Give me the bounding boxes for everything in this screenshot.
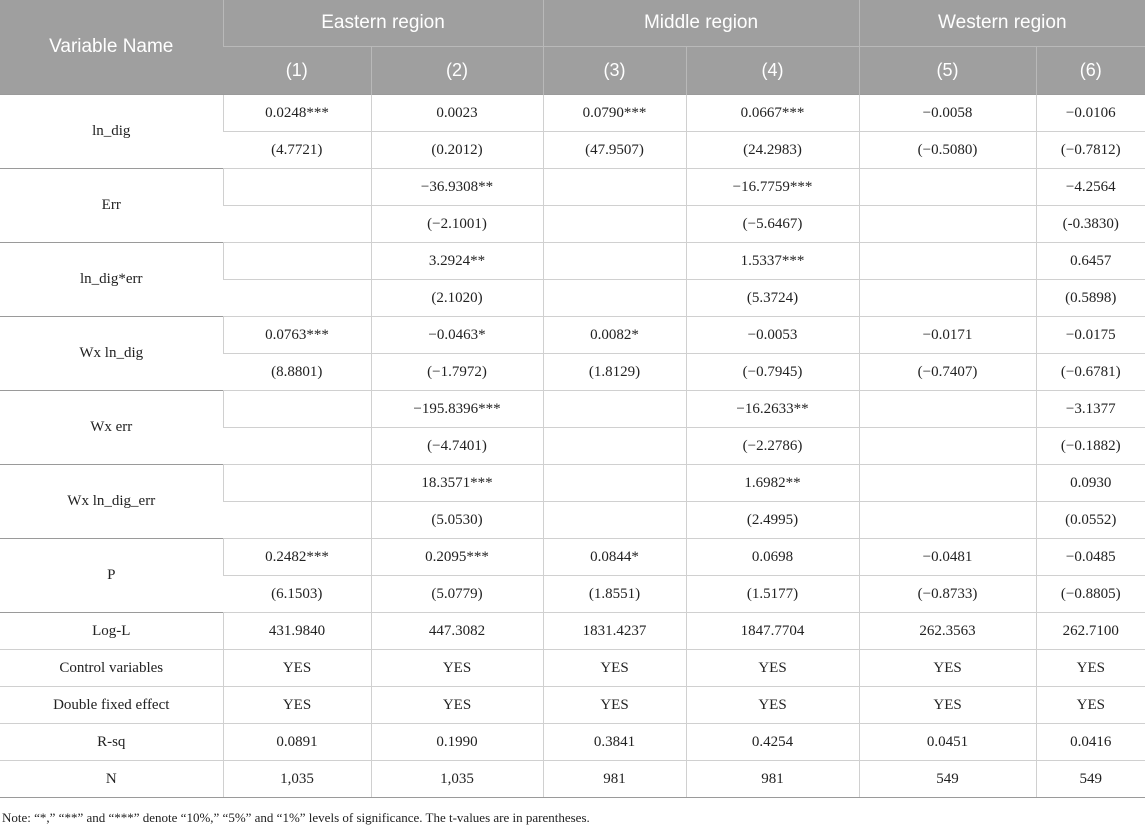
t-value-cell: (−2.1001) [371, 206, 543, 243]
coefficient-cell: 1.6982** [686, 465, 859, 502]
statistic-value-cell: 1831.4237 [543, 613, 686, 650]
coefficient-cell: 0.0930 [1036, 465, 1145, 502]
coefficient-cell: 0.0667*** [686, 95, 859, 132]
t-value-cell: (6.1503) [223, 576, 371, 613]
statistic-value-cell: YES [1036, 687, 1145, 724]
coefficient-cell: −0.0058 [859, 95, 1036, 132]
statistic-value-cell: YES [223, 687, 371, 724]
t-value-cell [223, 428, 371, 465]
statistic-value-cell: 0.0891 [223, 724, 371, 761]
coefficient-cell: −16.7759*** [686, 169, 859, 206]
statistic-value-cell: 0.4254 [686, 724, 859, 761]
t-value-cell: (2.1020) [371, 280, 543, 317]
coefficient-cell [859, 465, 1036, 502]
coefficient-cell [543, 243, 686, 280]
table-row [0, 391, 1145, 428]
statistic-value-cell: 981 [543, 761, 686, 798]
coefficient-cell: −0.0106 [1036, 95, 1145, 132]
statistic-value-cell: YES [223, 650, 371, 687]
t-value-cell: (47.9507) [543, 132, 686, 169]
t-value-cell: (−0.7407) [859, 354, 1036, 391]
coefficient-cell [223, 391, 371, 428]
table-header [0, 0, 1145, 95]
group-header-western: Western region [859, 0, 1145, 47]
statistic-value-cell: 549 [859, 761, 1036, 798]
t-value-cell: (2.4995) [686, 502, 859, 539]
t-value-cell: (1.8551) [543, 576, 686, 613]
table-row [0, 243, 1145, 280]
statistic-name-cell: N [0, 761, 223, 798]
statistic-name-cell: Log-L [0, 613, 223, 650]
t-value-cell: (−0.1882) [1036, 428, 1145, 465]
t-value-cell [543, 502, 686, 539]
t-value-cell: (4.7721) [223, 132, 371, 169]
t-value-cell: (−0.7812) [1036, 132, 1145, 169]
variable-name-cell: Wx ln_dig_err [0, 465, 223, 539]
coefficient-cell: 0.0248*** [223, 95, 371, 132]
coefficient-cell: −0.0481 [859, 539, 1036, 576]
column-header-6: (6) [1036, 47, 1145, 95]
coefficient-cell [859, 169, 1036, 206]
statistic-value-cell: 0.0416 [1036, 724, 1145, 761]
group-header-middle: Middle region [543, 0, 859, 47]
coefficient-cell: −0.0053 [686, 317, 859, 354]
variable-name-cell: Err [0, 169, 223, 243]
coefficient-cell [859, 243, 1036, 280]
t-value-cell: (−1.7972) [371, 354, 543, 391]
variable-name-header: Variable Name [0, 0, 223, 95]
t-value-cell [859, 206, 1036, 243]
coefficient-cell: 3.2924** [371, 243, 543, 280]
variable-name-cell: Wx ln_dig [0, 317, 223, 391]
statistic-value-cell: 262.3563 [859, 613, 1036, 650]
t-value-cell: (0.2012) [371, 132, 543, 169]
statistic-value-cell: YES [1036, 650, 1145, 687]
coefficient-cell: −0.0175 [1036, 317, 1145, 354]
coefficient-cell [223, 243, 371, 280]
coefficient-cell: 0.0763*** [223, 317, 371, 354]
coefficient-cell [543, 169, 686, 206]
table-row [0, 724, 1145, 761]
variable-name-cell: ln_dig*err [0, 243, 223, 317]
t-value-cell: (−0.8733) [859, 576, 1036, 613]
statistic-name-cell: Double fixed effect [0, 687, 223, 724]
t-value-cell: (−0.5080) [859, 132, 1036, 169]
table-row [0, 761, 1145, 798]
statistic-value-cell: 1,035 [371, 761, 543, 798]
column-header-5: (5) [859, 47, 1036, 95]
t-value-cell: (24.2983) [686, 132, 859, 169]
variable-name-cell: P [0, 539, 223, 613]
t-value-cell [543, 428, 686, 465]
t-value-cell: (−2.2786) [686, 428, 859, 465]
statistic-value-cell: YES [371, 687, 543, 724]
statistic-name-cell: R-sq [0, 724, 223, 761]
statistic-value-cell: 1,035 [223, 761, 371, 798]
coefficient-cell: −195.8396*** [371, 391, 543, 428]
coefficient-cell [223, 465, 371, 502]
t-value-cell [223, 502, 371, 539]
statistic-value-cell: YES [371, 650, 543, 687]
statistic-value-cell: YES [686, 687, 859, 724]
table-row [0, 317, 1145, 354]
t-value-cell [543, 280, 686, 317]
statistic-value-cell: 0.0451 [859, 724, 1036, 761]
table-row [0, 687, 1145, 724]
statistic-value-cell: YES [686, 650, 859, 687]
t-value-cell: (1.5177) [686, 576, 859, 613]
coefficient-cell: 0.2095*** [371, 539, 543, 576]
t-value-cell: (5.0779) [371, 576, 543, 613]
table-row [0, 169, 1145, 206]
statistic-value-cell: 262.7100 [1036, 613, 1145, 650]
t-value-cell [223, 280, 371, 317]
statistic-value-cell: 447.3082 [371, 613, 543, 650]
coefficient-cell: 1.5337*** [686, 243, 859, 280]
t-value-cell: (1.8129) [543, 354, 686, 391]
coefficient-cell: 0.0082* [543, 317, 686, 354]
t-value-cell: (5.0530) [371, 502, 543, 539]
coefficient-cell: −4.2564 [1036, 169, 1145, 206]
statistic-value-cell: YES [543, 650, 686, 687]
table-row [0, 613, 1145, 650]
t-value-cell: (-0.3830) [1036, 206, 1145, 243]
column-header-1: (1) [223, 47, 371, 95]
table-row [0, 650, 1145, 687]
table-row [0, 95, 1145, 132]
group-header-eastern: Eastern region [223, 0, 543, 47]
table-row [0, 465, 1145, 502]
coefficient-cell: −0.0463* [371, 317, 543, 354]
t-value-cell: (−0.7945) [686, 354, 859, 391]
coefficient-cell: −0.0485 [1036, 539, 1145, 576]
statistic-value-cell: 549 [1036, 761, 1145, 798]
column-header-2: (2) [371, 47, 543, 95]
t-value-cell [859, 502, 1036, 539]
statistic-value-cell: 431.9840 [223, 613, 371, 650]
t-value-cell: (0.0552) [1036, 502, 1145, 539]
variable-name-cell: Wx err [0, 391, 223, 465]
statistic-value-cell: 0.3841 [543, 724, 686, 761]
t-value-cell: (0.5898) [1036, 280, 1145, 317]
t-value-cell: (−0.8805) [1036, 576, 1145, 613]
table-note: Note: “*,” “**” and “***” denote “10%,” “5%” and “1%” levels of significance. The t-values are in parentheses. [2, 810, 590, 825]
coefficient-cell: 0.6457 [1036, 243, 1145, 280]
coefficient-cell [859, 391, 1036, 428]
t-value-cell: (−0.6781) [1036, 354, 1145, 391]
coefficient-cell: −36.9308** [371, 169, 543, 206]
statistic-value-cell: YES [543, 687, 686, 724]
coefficient-cell: 0.0023 [371, 95, 543, 132]
statistic-value-cell: 0.1990 [371, 724, 543, 761]
column-header-4: (4) [686, 47, 859, 95]
t-value-cell [859, 280, 1036, 317]
coefficient-cell: 18.3571*** [371, 465, 543, 502]
statistic-name-cell: Control variables [0, 650, 223, 687]
t-value-cell [859, 428, 1036, 465]
statistic-value-cell: 981 [686, 761, 859, 798]
coefficient-cell: 0.2482*** [223, 539, 371, 576]
table-body [0, 95, 1145, 798]
coefficient-cell: 0.0790*** [543, 95, 686, 132]
coefficient-cell: 0.0844* [543, 539, 686, 576]
t-value-cell: (−4.7401) [371, 428, 543, 465]
coefficient-cell: 0.0698 [686, 539, 859, 576]
coefficient-cell [543, 391, 686, 428]
coefficient-cell [543, 465, 686, 502]
statistic-value-cell: YES [859, 687, 1036, 724]
variable-name-cell: ln_dig [0, 95, 223, 169]
column-header-3: (3) [543, 47, 686, 95]
coefficient-cell: −3.1377 [1036, 391, 1145, 428]
statistic-value-cell: YES [859, 650, 1036, 687]
t-value-cell: (−5.6467) [686, 206, 859, 243]
t-value-cell [223, 206, 371, 243]
t-value-cell [543, 206, 686, 243]
statistic-value-cell: 1847.7704 [686, 613, 859, 650]
coefficient-cell [223, 169, 371, 206]
coefficient-cell: −16.2633** [686, 391, 859, 428]
table-row [0, 539, 1145, 576]
t-value-cell: (8.8801) [223, 354, 371, 391]
t-value-cell: (5.3724) [686, 280, 859, 317]
coefficient-cell: −0.0171 [859, 317, 1036, 354]
